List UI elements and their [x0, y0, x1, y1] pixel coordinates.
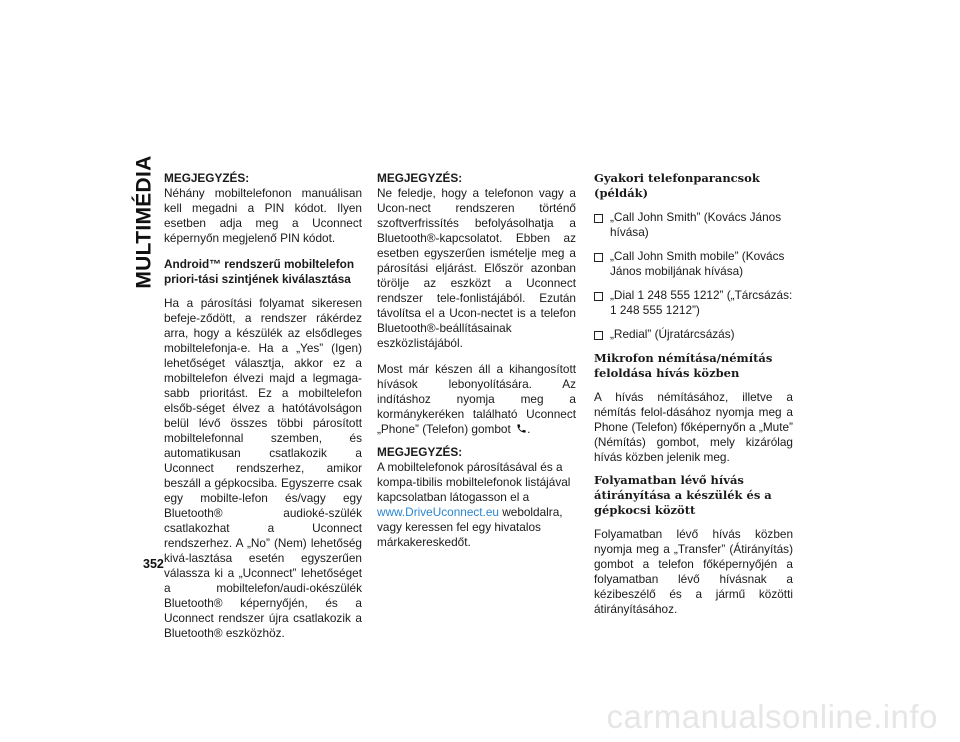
- bullet-square-icon: [594, 331, 603, 340]
- section-heading: Gyakori telefonparancsok (példák): [594, 171, 760, 200]
- column-right: [594, 171, 793, 625]
- section-heading: Android™ rendszerű mobiltelefon priori-tási szintjének kiválasztása: [164, 257, 355, 286]
- watermark: carmanualsonline.info: [606, 698, 938, 735]
- list-item-text: „Redial” (Újratárcsázás): [610, 327, 735, 341]
- bullet-square-icon: [594, 253, 603, 262]
- phone-icon: [516, 423, 527, 434]
- paragraph: Ha a párosítási folyamat sikeresen befeje-ződött, a rendszer rákérdez arra, hogy a készülék az elsődleges mobiltelefonja-e. Ha a „Yes” (Igen) lehetőséget választja, akkor ez a mobiltelefon élvezi majd a legmaga-sabb prioritást. Ez a mobiltelefon elsőb-séget élvez a hatótávolságon belül lévő összes többi párosított mobiltelefonnal szemben, és automatikusan csatlakozik a Uconnect rendszerhez, amikor beszáll a gépkocsiba. Egyszerre csak egy mobilte-lefon és/vagy egy Bluetooth® audioké-szülék csatlakozhat a Uconnect rendszerhez. A „No” (Nem) lehetőség kivá-lasztása esetén egyszerűen válassza ki a „Uconnect” lehetőséget a mobiltelefon/audi-okészülék Bluetooth® képernyőjén, és a Uconnect rendszer újra csatlakozik a Bluetooth® eszközhöz.: [164, 296, 362, 640]
- list-item: [594, 210, 793, 240]
- paragraph-end: .: [527, 422, 531, 436]
- note-text: [377, 460, 576, 550]
- side-section-tab: [131, 155, 159, 289]
- list-item-text: „Dial 1 248 555 1212” („Tárcsázás: 1 248 555 1212”): [610, 288, 793, 317]
- list-item: [594, 288, 793, 318]
- note-label: MEGJEGYZÉS:: [377, 171, 463, 185]
- list-item: [594, 249, 793, 279]
- note-text-end: weboldalra, vagy keressen fel egy hivatalos márkakereskedőt.: [377, 505, 563, 549]
- section-heading: Mikrofon némítása/némítás feloldása hívás közben: [594, 351, 773, 380]
- note-label: MEGJEGYZÉS:: [164, 171, 250, 185]
- list-item-text: „Call John Smith” (Kovács János hívása): [610, 210, 782, 239]
- paragraph: [377, 362, 576, 437]
- note-text: Ne feledje, hogy a telefonon vagy a Ucon-nect rendszeren történő szoftverfrissítés befolyásolhatja a Bluetooth®-kapcsolatot. Ebben az esetben egyszerűen ismételje meg a párosítási eljárást. Először azonban törölje az eszközt a Uconnect rendszer tele-fonlistájából. Ezután távolítsa el a Ucon-nectet is a telefon Bluetooth®-beállításainak eszközlistájából.: [377, 186, 576, 350]
- note-label: MEGJEGYZÉS:: [377, 445, 463, 459]
- column-middle: [377, 171, 576, 558]
- page-number: 352: [143, 557, 164, 571]
- note-text: Néhány mobiltelefonon manuálisan kell megadni a PIN kódot. Ilyen esetben adja meg a Uconnect képernyőn megjelenő PIN kódot.: [164, 186, 362, 245]
- paragraph-text: Most már készen áll a kihangosított hívások lebonyolítására. Az indításhoz nyomja meg a kormánykeréken található Uconnect „Phone” (Telefon) gombot: [377, 362, 576, 436]
- paragraph: Folyamatban lévő hívás közben nyomja meg a „Transfer” (Átirányítás) gombot a telefon főképernyőjén a folyamatban lévő hívásnak a kézibeszélő és a jármű közötti átirányításához.: [594, 527, 793, 616]
- bullet-square-icon: [594, 214, 603, 223]
- paragraph: A hívás némításához, illetve a némítás felol-dásához nyomja meg a Phone (Telefon) főképernyőn a „Mute” (Némítás) gombot, mely kizárólag hívás közben jelenik meg.: [594, 390, 793, 464]
- list-item: [594, 327, 793, 342]
- list-item-text: „Call John Smith mobile” (Kovács János mobiljának hívása): [610, 249, 785, 278]
- column-left: [164, 171, 362, 649]
- website-link[interactable]: www.DriveUconnect.eu: [377, 505, 499, 519]
- bullet-square-icon: [594, 292, 603, 301]
- section-heading: Folyamatban lévő hívás átirányítása a készülék és a gépkocsi között: [594, 473, 772, 517]
- section-title: MULTIMÉDIA: [133, 155, 157, 289]
- note-text-start: A mobiltelefonok párosításával és a kompa-tibilis mobiltelefonok listájával kapcsolatban látogasson el a: [377, 460, 571, 504]
